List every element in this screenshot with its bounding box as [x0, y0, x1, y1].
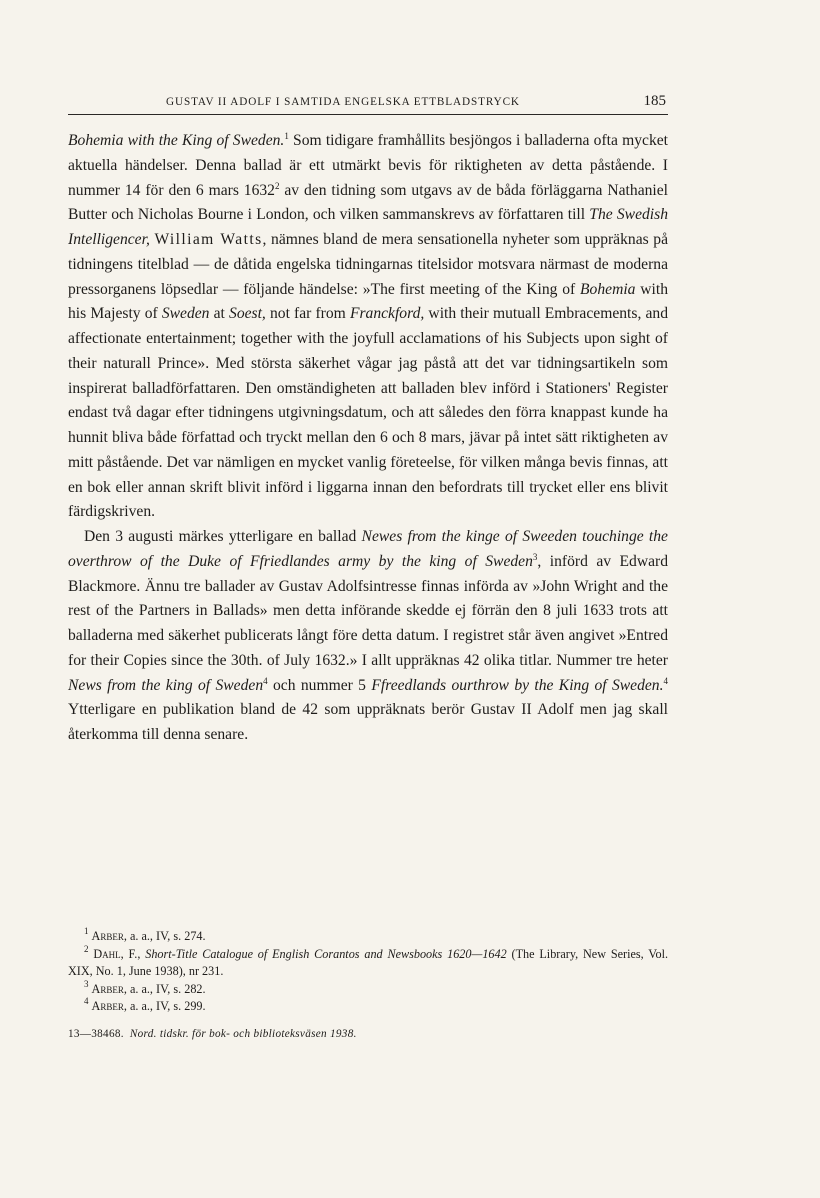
printer-imprint [68, 1028, 357, 1040]
footnote-1: $^1$ Arber, a. a., IV, s. 274. [84, 926, 206, 943]
footnote-2: $^2$ Dahl, F., Short-Title Catalogue of English Corantos and Newsbooks 1620—1642 (The Library, New Series, Vol. XIX, No. 1, June 1938), nr 231. [68, 943, 669, 979]
running-title: GUSTAV II ADOLF I SAMTIDA ENGELSKA ETTBLADSTRYCK [166, 96, 520, 108]
paragraph-2: Den 3 augusti märkes ytterligare en ballad Newes from the kinge of Sweeden touchinge the overthrow of the Duke of Ffriedlandes army by the king of Sweden$^3$, införd av Edward Blackmore. Ännu tre ballader av Gustav Adolfsintresse finnas införda av »John Wright and the rest of the Partners in Ballads» men detta införande skedde ej förrän den 8 juli 1633 trots att balladerna med säkerhet publicerats långt före detta datum. I registret står även angivet »Entred for their Copies since the 30th. of July 1632.» I allt uppräknas 42 olika titlar. Nummer tre heter News from the king of Sweden$^4$ och nummer 5 Ffreedlands ourthrow by the King of Sweden.$^4$ Ytterligare en publikation bland de 42 som uppräknats berör Gustav II Adolf men jag skall återkomma till denna senare. [68, 528, 669, 743]
footnote-ref-2: 2 [274, 180, 280, 191]
imprint-journal: Nord. tidskr. för bok- och biblioteksväsen 1938. [129, 1028, 357, 1040]
page-header [68, 95, 668, 115]
footnote-3: $^3$ Arber, a. a., IV, s. 282. [84, 978, 206, 996]
body-text [68, 129, 668, 748]
footnote-ref-1: 1 [284, 131, 289, 141]
ballad-title: News from the king of Sweden [68, 676, 264, 694]
footnote-ref-4b: 4 [663, 675, 669, 686]
ballad-title: Bohemia with the King of Sweden. [68, 132, 285, 149]
publication-title: The Swedish Intelligencer, [68, 206, 668, 248]
footnote-4: $^4$ Arber, a. a., IV, s. 299. [84, 996, 206, 1014]
paragraph-1: Bohemia with the King of Sweden.$^1$ Som tidigare framhållits besjöngos i balladerna ofta mycket aktuella händelser. Denna ballad är ett utmärkt bevis för riktigheten av detta påstående. I nummer 14 för den 6 mars 1632$^2$ av den tidning som utgavs av de båda förläggarna Nathaniel Butter och Nicholas Bourne i London, och vilken sammanskrevs av författaren till The Swedish Intelligencer, William Watts, nämnes bland de mera sensationella nyheter som uppräknas på tidningens titelblad — de dåtida engelska tidningarnas titelsidor motsvara närmast de moderna pressorganens löpsedlar — följande händelse: »The first meeting of the King of Bohemia with his Majesty of Sweden at Soest, not far from Franckford, with their mutuall Embracements, and affectionate entertainment; together with the joyfull acclamations of his Subjects upon sight of their naturall Prince». Med största säkerhet vågar jag påstå att det var tidningsartikeln som inspirerat balladförfattaren. Den omständigheten att balladen blev införd i Stationers' Register endast två dagar efter tidningens utgivningsdatum, och att således den förra knappast kunde ha hunnit bliva både författad och tryckt mellan den 6 och 8 mars, jävar på intet sätt riktigheten av mitt påstående. Det var nämligen en mycket vanlig företeelse, för vilken många bevis finnas, att en bok eller annan skrift blivit införd i liggarna innan den befordrats till trycket eller ens blivit färdigskriven. [68, 131, 669, 521]
ballad-title: Newes from the kinge of Sweeden touchinge the overthrow of the Duke of Ffriedlandes army by the king of Sweden [68, 528, 668, 570]
ballad-title: Ffreedlands ourthrow by the King of Sweden. [371, 676, 664, 694]
footnote-ref-3: 3 [532, 551, 538, 562]
footnotes [68, 928, 668, 1016]
author-name: William Watts [154, 231, 263, 248]
imprint-number: 13—38468. [68, 1028, 124, 1040]
page-number: 185 [643, 93, 666, 109]
footnote-ref-4: 4 [263, 675, 268, 686]
